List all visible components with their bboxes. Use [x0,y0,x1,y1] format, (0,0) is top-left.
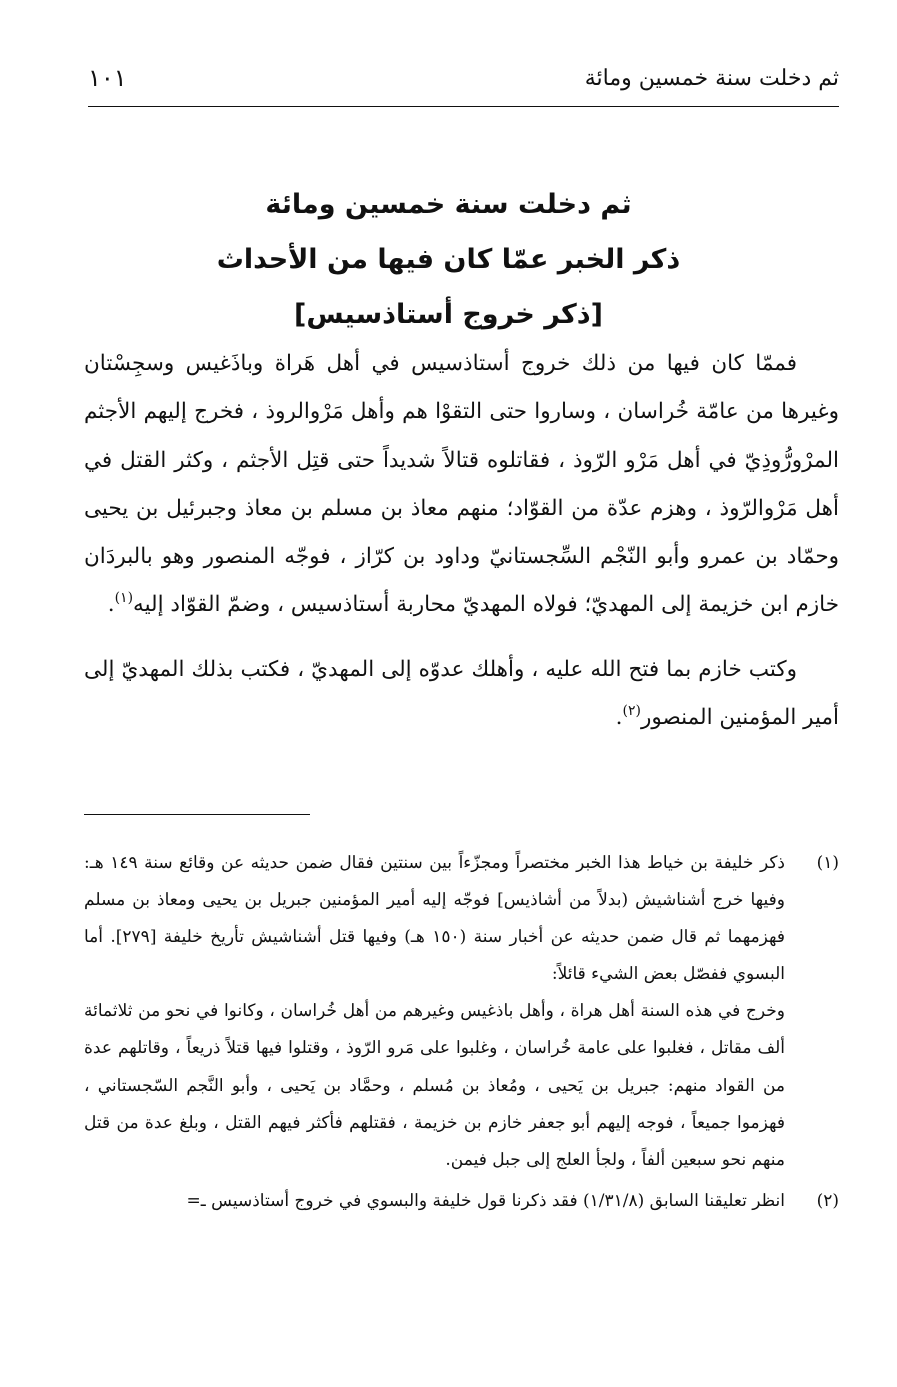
footnote-number: (١) [816,853,839,873]
running-header [88,62,839,106]
page-number: ١٠١ [88,64,127,92]
section-heading: ذكر الخبر عمّا كان فيها من الأحداث [216,244,681,275]
footnote-quote: وخرج في هذه السنة أهل هراة ، وأهل باذغيس وغيرهم من أهل خُراسان ، وكانوا في نحو من ثلاثمائة ألف مقاتل ، فغلبوا على عامة خُراسان ، وغلبوا على مَرو الرّوذ ، وقتلوا فيها قتلاً ذريعاً ، وقاتلهم عدة من القواد منهم: جبريل بن يَحيى ، ومُعاذ بن مُسلم ، وحمَّاد بن يَحيى ، وأبو النَّجم السّجستاني ، فهزموا جميعاً ، فوجه إليهم أبو جعفر خازم بن خزيمة ، فقتلهم فأكثر فيهم القتل ، وبلغ عدة من قتل منهم نحو سبعين ألفاً ، ولجأ العلج إلى جبل فيمن. [84,1001,785,1170]
footnote-reference: (٢) [622,703,641,720]
paragraph-text: فممّا كان فيها من ذلك خروج أستاذسيس في أهل هَراة وباذَغيس وسجِسْتان وغيرها من عامّة خُراسان ، وساروا حتى التقوْا هم وأهل مَرْوالروذ ، فخرج إليهم الأجثم المرْورُّوذِيّ في أهل مَرْو الرّوذ ، فقاتلوه قتالاً شديداً حتى قتِل الأجثم ، وكثر القتل في أهل مَرْوالرّوذ ، وهزم عدّة من القوّاد؛ منهم معاذ بن مسلم بن معاذ وجبرئيل بن يحيى وحمّاد بن عمرو وأبو النّجْم السِّجستانيّ وداود بن كرّاز ، فوجّه المنصور وهو بالبردَان خازم ابن خزيمة إلى المهديّ؛ فولاه المهديّ محاربة أستاذسيس ، وضمّ القوّاد إليه [84,351,839,618]
footnote [84,845,839,1179]
main-text [84,340,839,742]
footnote-text: انظر تعليقنا السابق (١/٣١/٨) فقد ذكرنا قول خليفة والبسوي في خروج أستاذسيس ـ= [186,1190,785,1211]
subsection-heading: [ذكر خروج أستاذسيس] [294,299,603,330]
paragraph-end: . [615,705,623,731]
footnote-reference: (١) [114,590,134,607]
chapter-heading: ثم دخلت سنة خمسين ومائة [265,189,632,220]
paragraph-end: . [107,592,115,618]
paragraph [84,340,839,630]
footnote [84,1183,839,1220]
footnote-text: ذكر خليفة بن خياط هذا الخبر مختصراً ومجزّءاً بين سنتين فقال ضمن حديثه عن وقائع سنة ١٤٩ هـ: وفيها خرج أشناشيش (بدلاً من أشاذيس] فوجّه إليه أمير المؤمنين جبريل بن يحيى ومعاذ بن مسلم فهزمهما ثم قال ضمن حديثه عن أخبار سنة (١٥٠ هـ) وفيها قتل أشناشيش تأريخ خليفة [٢٧٩]. أما البسوي ففصّل بعض الشيء قائلاً: [84,853,786,985]
paragraph [84,646,839,743]
paragraph-text: وكتب خازم بما فتح الله عليه ، وأهلك عدوّه إلى المهديّ ، فكتب بذلك المهديّ إلى أمير المؤمنين المنصور [84,656,839,731]
section-headings [60,180,837,345]
footnotes [84,845,839,1220]
footnote-number: (٢) [816,1190,839,1211]
running-header-title: ثم دخلت سنة خمسين ومائة [584,66,839,91]
header-rule [88,106,839,107]
footnote-separator [84,814,310,815]
